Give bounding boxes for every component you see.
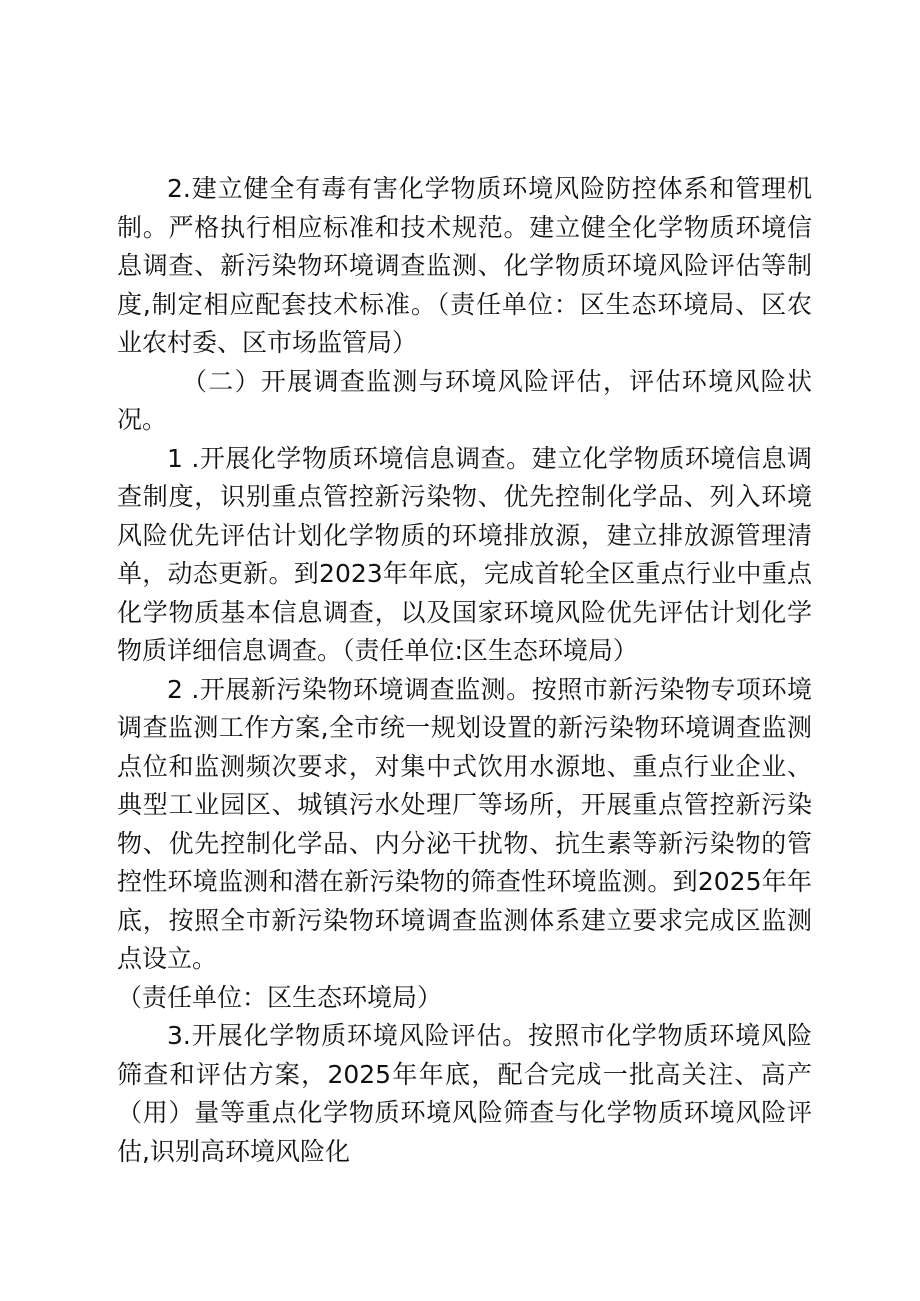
paragraph-new-pollutant-monitoring: 2 .开展新污染物环境调查监测。按照市新污染物专项环境调查监测工作方案,全市统一规划设置的新污染物环境调查监测点位和监测频次要求，对集中式饮用水源地、重点行业企业、典型工业园区、城镇污水处理厂等场所，开展重点管控新污染物、优先控制化学品、内分泌干扰物、抗生素等新污染物的管控性环境监测和潜在新污染物的筛查性环境监测。到2025年年底，按照全市新污染物环境调查监测体系建立要求完成区监测点设立。 bbox=[117, 674, 812, 973]
section-heading-investigation-monitoring: （二）开展调查监测与环境风险评估，评估环境风险状况。 bbox=[117, 366, 812, 434]
paragraph-risk-control-system: 2.建立健全有毒有害化学物质环境风险防控体系和管理机制。严格执行相应标准和技术规范。建立健全化学物质环境信息调查、新污染物环境调查监测、化学物质环境风险评估等制度,制定相应配套技术标准。（责任单位：区生态环境局、区农业农村委、区市场监管局） bbox=[117, 174, 812, 357]
document-body bbox=[117, 170, 812, 1171]
paragraph-responsible-unit: （责任单位：区生态环境局） bbox=[117, 982, 443, 1012]
paragraph-chemical-info-survey: 1 .开展化学物质环境信息调查。建立化学物质环境信息调查制度，识别重点管控新污染物、优先控制化学品、列入环境风险优先评估计划化学物质的环境排放源，建立排放源管理清单，动态更新。到2023年年底，完成首轮全区重点行业中重点化学物质基本信息调查，以及国家环境风险优先评估计划化学物质详细信息调查。（责任单位:区生态环境局） bbox=[117, 443, 812, 665]
paragraph-risk-assessment: 3.开展化学物质环境风险评估。按照市化学物质环境风险筛查和评估方案，2025年年底，配合完成一批高关注、高产（用）量等重点化学物质环境风险筛查与化学物质环境风险评估,识别高环境风险化 bbox=[117, 1021, 812, 1166]
